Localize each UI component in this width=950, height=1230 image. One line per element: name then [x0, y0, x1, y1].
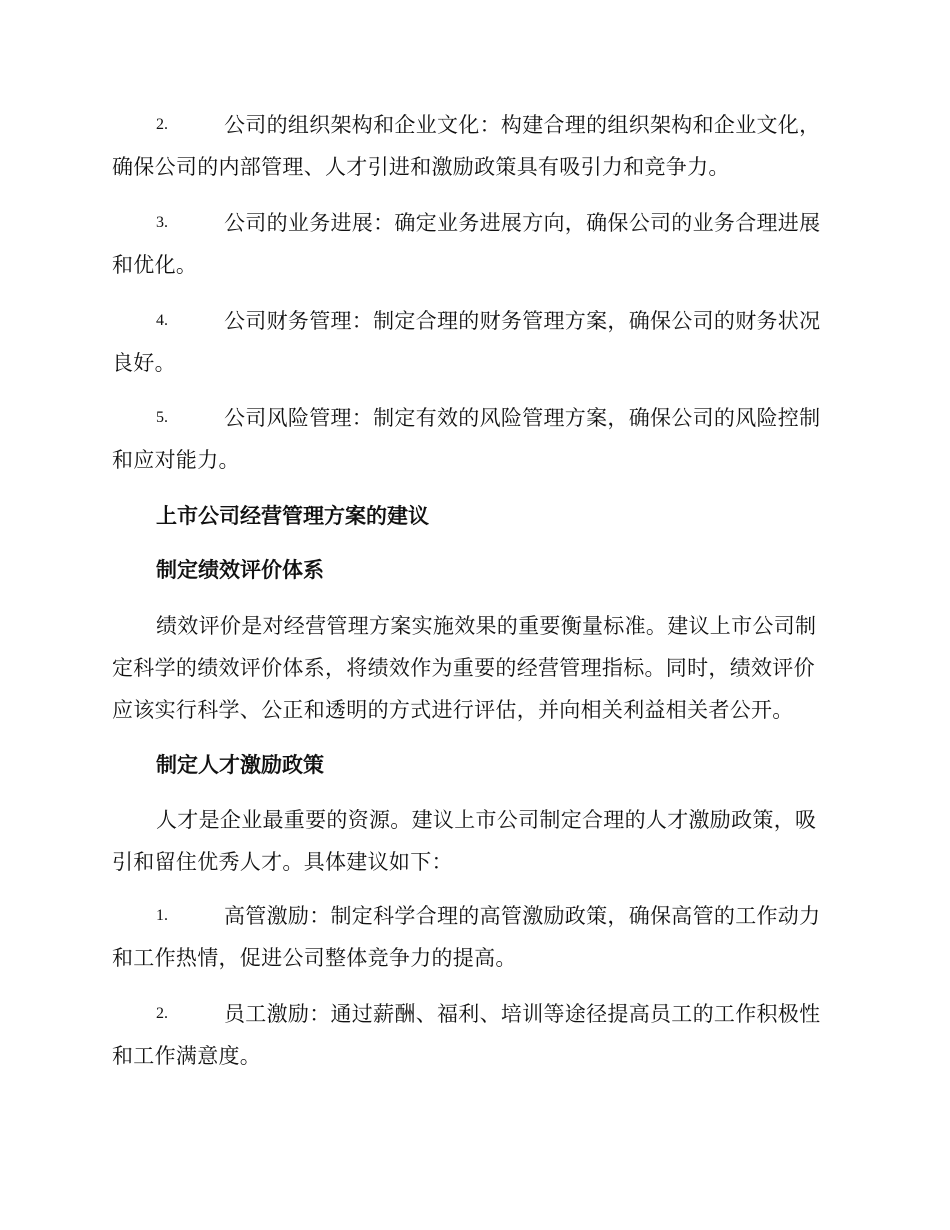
list-item	[112, 895, 836, 979]
list-item-text: 公司的组织架构和企业文化：构建合理的组织架构和企业文化，确保公司的内部管理、人才引进和激励政策具有吸引力和竞争力。	[112, 113, 821, 179]
list-item	[112, 104, 836, 188]
section-heading: 上市公司经营管理方案的建议	[156, 504, 429, 528]
list-item-number: 4.	[156, 312, 168, 329]
list-item-number: 3.	[156, 214, 168, 231]
list-item-number: 2.	[156, 116, 168, 133]
list-item	[112, 993, 836, 1077]
paragraph-performance: 绩效评价是对经营管理方案实施效果的重要衡量标准。建议上市公司制定科学的绩效评价体系，将绩效作为重要的经营管理指标。同时，绩效评价应该实行科学、公正和透明的方式进行评估，并向相关利益相关者公开。	[112, 614, 817, 722]
list-item-text: 公司风险管理：制定有效的风险管理方案，确保公司的风险控制和应对能力。	[112, 406, 821, 472]
list-item-text: 公司财务管理：制定合理的财务管理方案，确保公司的财务状况良好。	[112, 309, 821, 375]
list-item-text: 员工激励：通过薪酬、福利、培训等途径提高员工的工作积极性和工作满意度。	[112, 1002, 821, 1068]
list-item	[112, 397, 836, 481]
list-item-number: 5.	[156, 409, 168, 426]
list-item-number: 1.	[156, 907, 168, 924]
list-item-text: 高管激励：制定科学合理的高管激励政策，确保高管的工作动力和工作热情，促进公司整体竞争力的提高。	[112, 904, 821, 970]
subheading-talent: 制定人才激励政策	[156, 753, 324, 777]
list-item	[112, 202, 836, 286]
list-item-number: 2.	[156, 1005, 168, 1022]
paragraph-talent: 人才是企业最重要的资源。建议上市公司制定合理的人才激励政策，吸引和留住优秀人才。具体建议如下：	[112, 808, 817, 874]
subheading-performance: 制定绩效评价体系	[156, 558, 324, 582]
list-item-text: 公司的业务进展：确定业务进展方向，确保公司的业务合理进展和优化。	[112, 211, 821, 277]
list-item	[112, 300, 836, 384]
